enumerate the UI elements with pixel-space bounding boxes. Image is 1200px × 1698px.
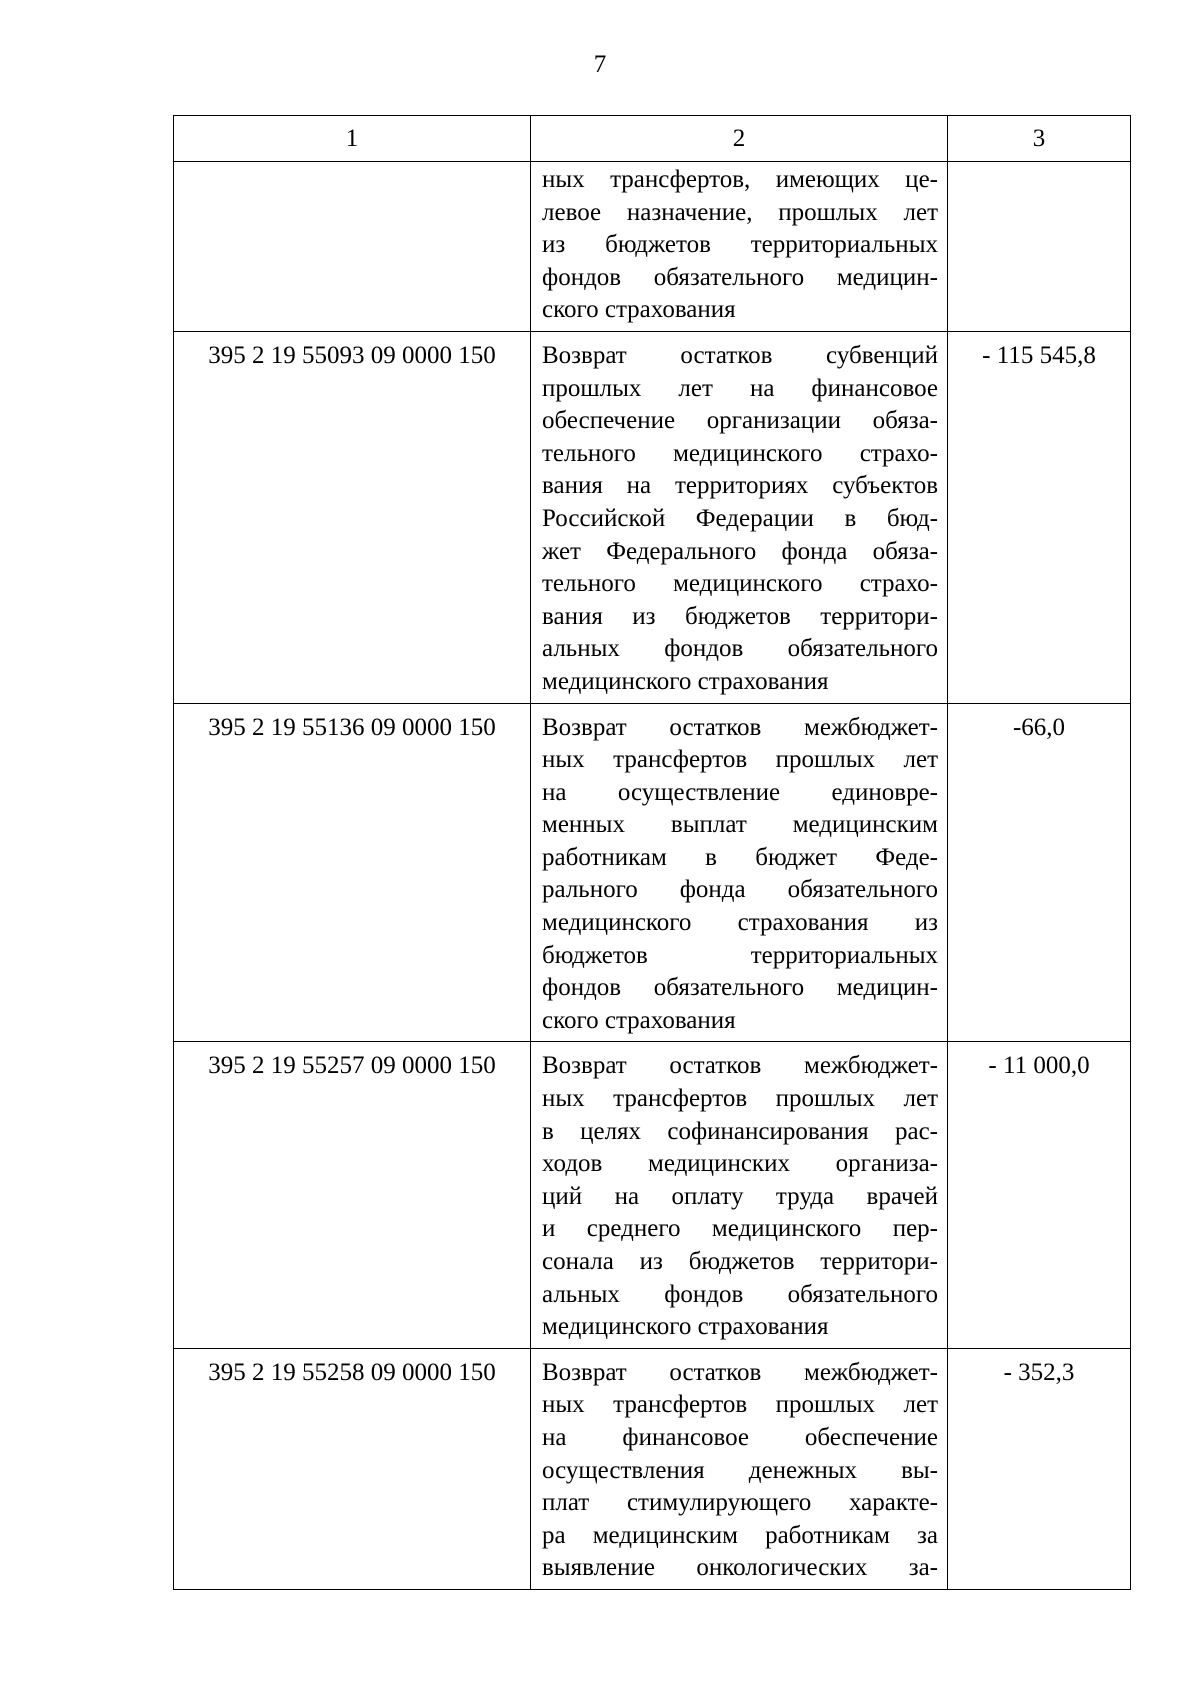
description-line: тельного медицинского страхо- bbox=[542, 439, 938, 467]
amount-cell: -66,0 bbox=[948, 703, 1131, 1042]
description-line: вания на территориях субъектов bbox=[542, 472, 938, 500]
description-line: осуществления денежных вы- bbox=[542, 1456, 938, 1484]
description-line: тельного медицинского страхо- bbox=[542, 570, 938, 598]
description-line: на осуществление единовре- bbox=[542, 778, 938, 806]
table-row bbox=[174, 331, 1131, 703]
table-header-row bbox=[174, 116, 1131, 162]
description-line: ных трансфертов, имеющих це- bbox=[542, 166, 938, 193]
description-line: и среднего медицинского пер- bbox=[542, 1215, 938, 1243]
budget-table bbox=[173, 115, 1131, 1590]
description-line: фондов обязательного медицин- bbox=[542, 263, 938, 291]
table-row bbox=[174, 703, 1131, 1042]
column-header-3: 3 bbox=[948, 116, 1131, 162]
description-line: левое назначение, прошлых лет bbox=[542, 198, 938, 226]
description-cell bbox=[531, 162, 948, 332]
description-line: медицинского страхования из bbox=[542, 909, 938, 937]
table-body bbox=[174, 162, 1131, 1590]
description-line: альных фондов обязательного bbox=[542, 635, 938, 663]
column-header-1: 1 bbox=[174, 116, 531, 162]
description-line: ций на оплату труда врачей bbox=[542, 1182, 938, 1210]
description-cell bbox=[531, 1042, 948, 1348]
description-line: плат стимулирующего характе- bbox=[542, 1489, 938, 1517]
description-line: медицинского страхования bbox=[542, 667, 829, 695]
description-line: обеспечение организации обяза- bbox=[542, 407, 938, 435]
description-line: из бюджетов территориальных bbox=[542, 231, 938, 259]
description-line: бюджетов территориальных bbox=[542, 941, 938, 969]
description-line: прошлых лет на финансовое bbox=[542, 374, 938, 402]
description-line: ского страхования bbox=[542, 296, 736, 324]
description-line: выявление онкологических за- bbox=[542, 1554, 938, 1582]
description-line: ского страхования bbox=[542, 1006, 736, 1034]
description-line: ных трансфертов прошлых лет bbox=[542, 1085, 938, 1113]
description-line: Возврат остатков субвенций bbox=[542, 341, 938, 369]
amount-cell: - 352,3 bbox=[948, 1348, 1131, 1589]
budget-code-cell: 395 2 19 55136 09 0000 150 bbox=[174, 703, 531, 1042]
amount-cell bbox=[948, 162, 1131, 332]
description-line: на финансовое обеспечение bbox=[542, 1423, 938, 1451]
amount-cell: - 11 000,0 bbox=[948, 1042, 1131, 1348]
description-cell bbox=[531, 1348, 948, 1589]
description-line: сонала из бюджетов территори- bbox=[542, 1248, 938, 1275]
description-line: альных фондов обязательного bbox=[542, 1280, 938, 1308]
description-line: Российской Федерации в бюд- bbox=[542, 504, 938, 532]
description-line: ных трансфертов прошлых лет bbox=[542, 1391, 938, 1419]
description-line: в целях софинансирования рас- bbox=[542, 1117, 938, 1145]
table-row bbox=[174, 1348, 1131, 1589]
description-cell bbox=[531, 703, 948, 1042]
amount-cell: - 115 545,8 bbox=[948, 331, 1131, 703]
description-line: ходов медицинских организа- bbox=[542, 1150, 938, 1178]
description-line: Возврат остатков межбюджет- bbox=[542, 1052, 938, 1080]
table-row bbox=[174, 1042, 1131, 1348]
description-line: работникам в бюджет Феде- bbox=[542, 843, 938, 871]
description-line: жет Федерального фонда обяза- bbox=[542, 537, 938, 565]
description-line: ра медицинским работникам за bbox=[542, 1521, 938, 1549]
description-line: медицинского страхования bbox=[542, 1313, 829, 1341]
budget-code-cell: 395 2 19 55258 09 0000 150 bbox=[174, 1348, 531, 1589]
column-header-2: 2 bbox=[531, 116, 948, 162]
description-line: менных выплат медицинским bbox=[542, 811, 938, 839]
budget-code-cell bbox=[174, 162, 531, 332]
description-line: ных трансфертов прошлых лет bbox=[542, 746, 938, 774]
description-line: рального фонда обязательного bbox=[542, 876, 938, 904]
description-cell bbox=[531, 331, 948, 703]
description-line: Возврат остатков межбюджет- bbox=[542, 1358, 938, 1386]
budget-code-cell: 395 2 19 55257 09 0000 150 bbox=[174, 1042, 531, 1348]
table-row bbox=[174, 162, 1131, 332]
budget-code-cell: 395 2 19 55093 09 0000 150 bbox=[174, 331, 531, 703]
page-number: 7 bbox=[593, 51, 607, 78]
description-line: вания из бюджетов территори- bbox=[542, 602, 938, 630]
description-line: Возврат остатков межбюджет- bbox=[542, 713, 938, 741]
description-line: фондов обязательного медицин- bbox=[542, 974, 938, 1002]
